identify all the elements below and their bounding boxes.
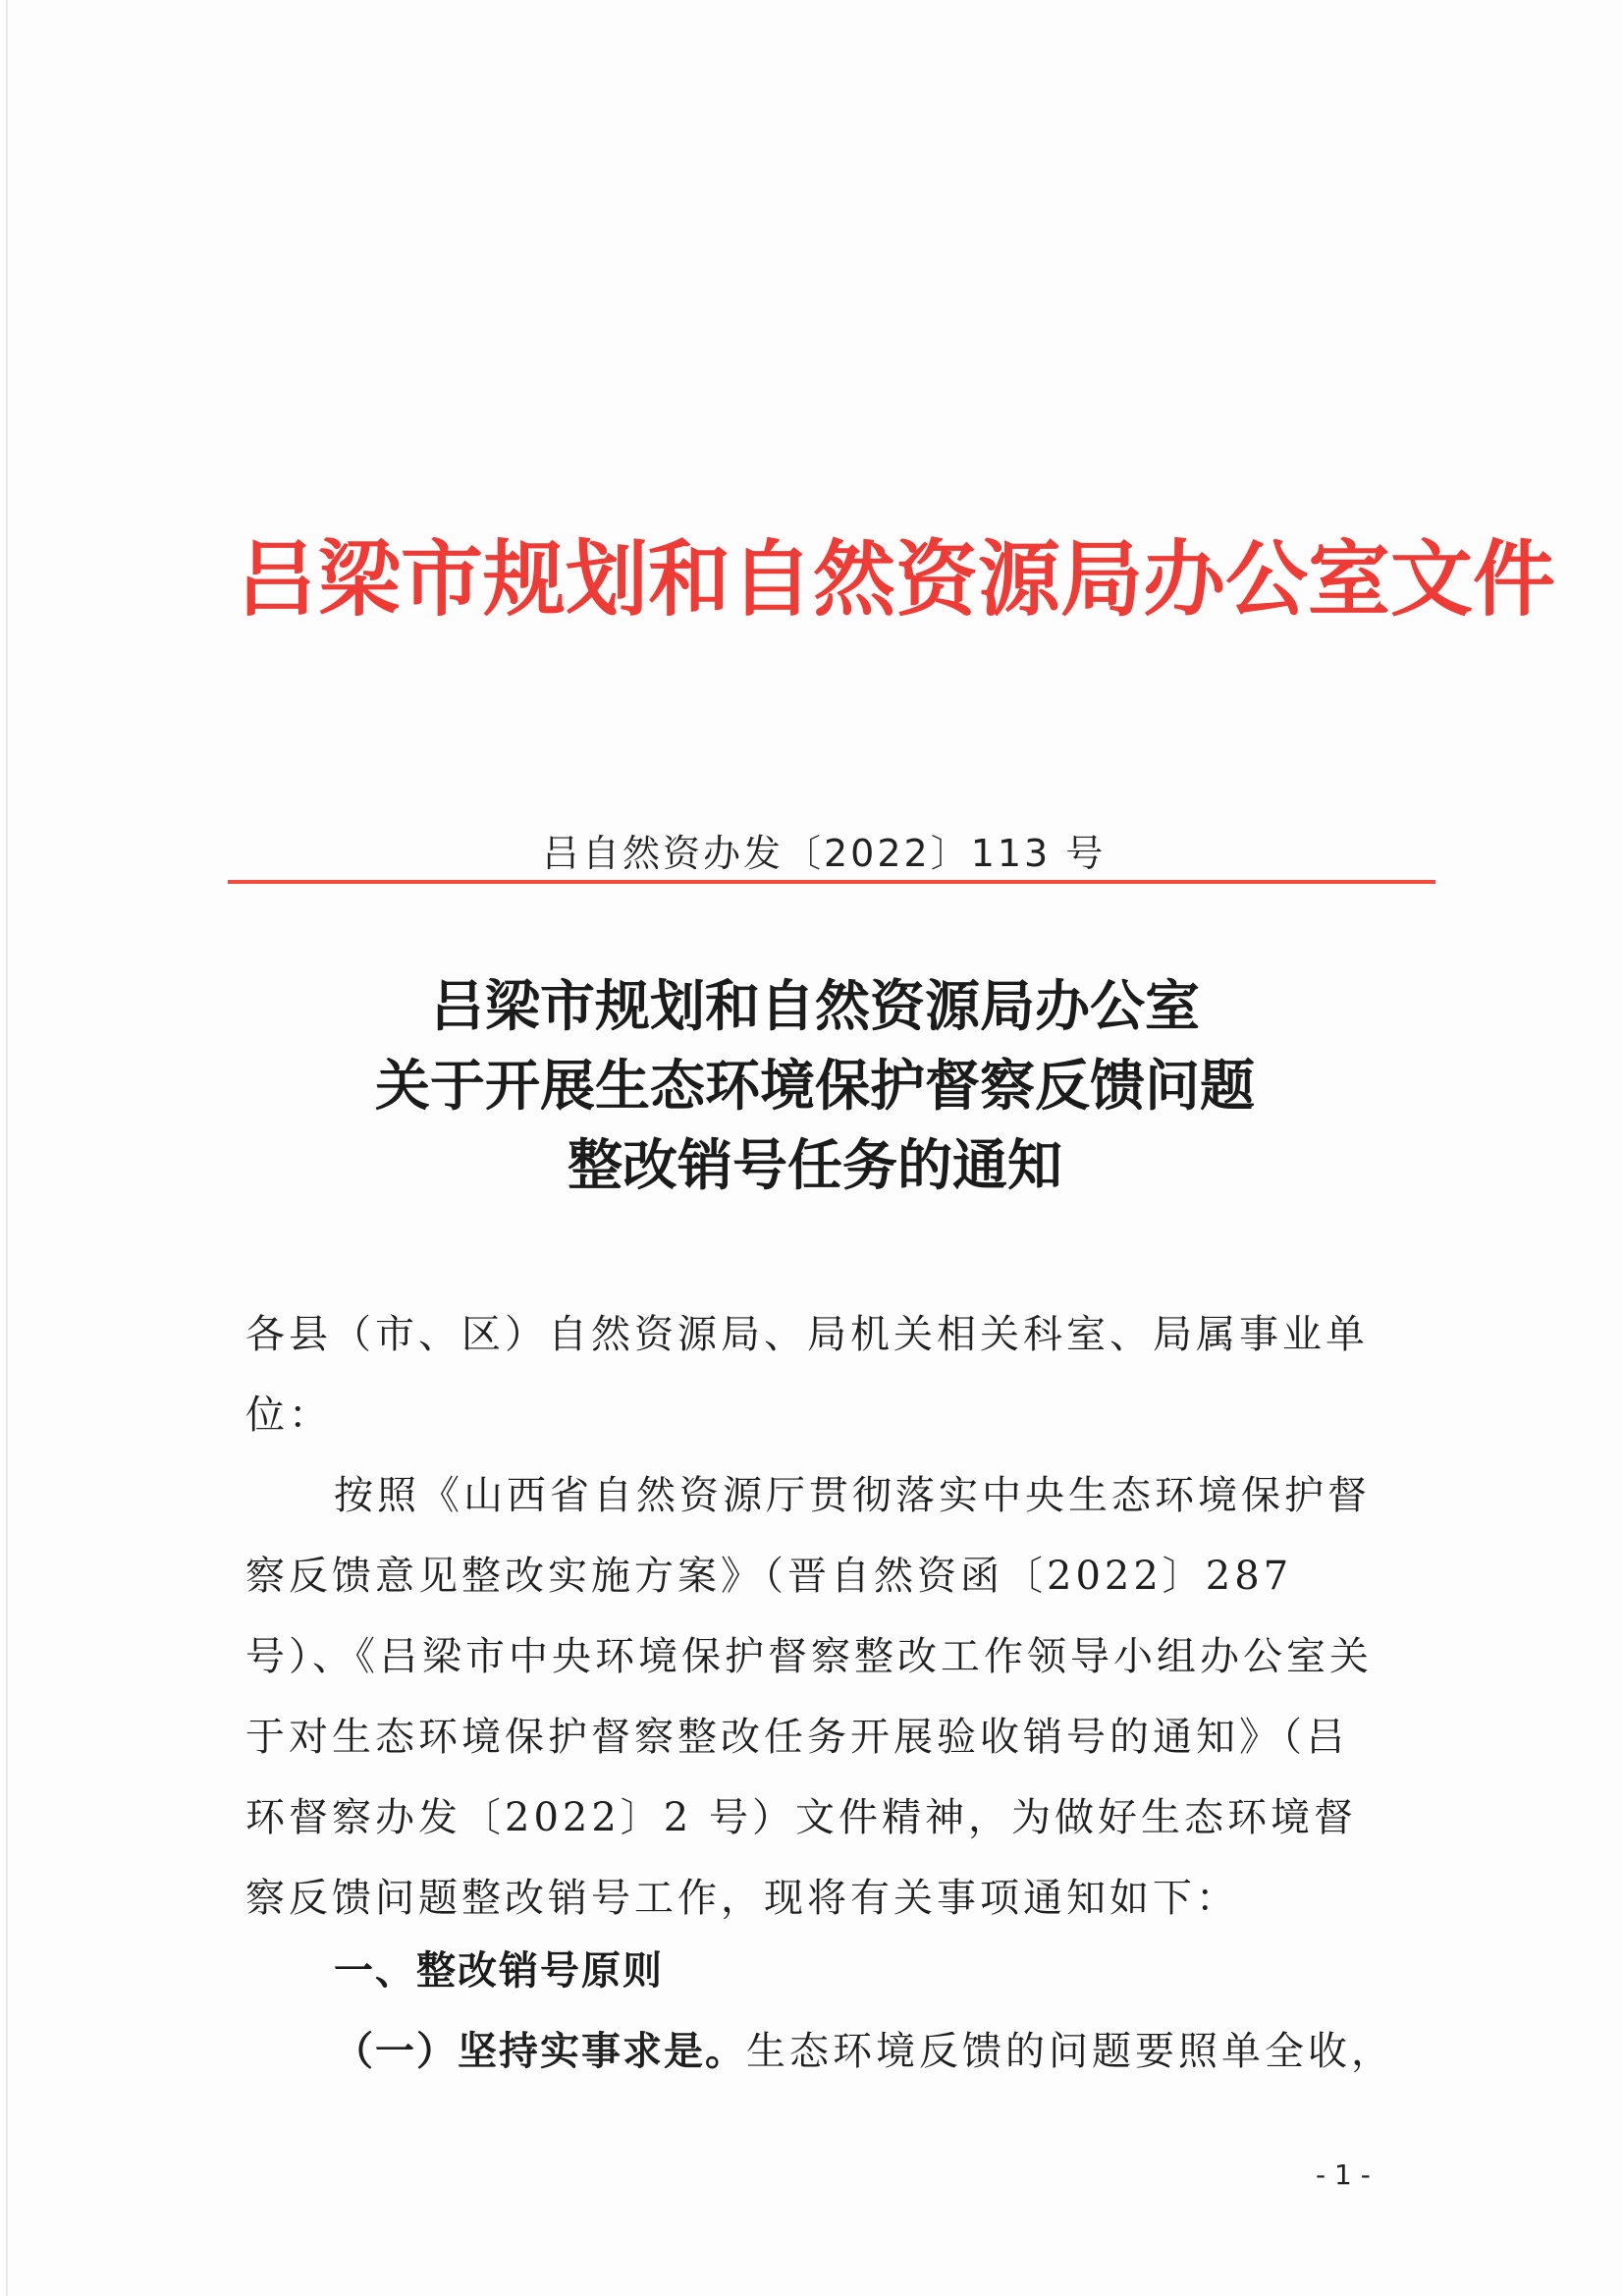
item-1-lead: （一）坚持实事求是。 bbox=[334, 2029, 746, 2074]
page-number: - 1 - bbox=[1316, 2159, 1371, 2191]
document-title bbox=[196, 967, 1434, 1206]
page-edge bbox=[6, 0, 8, 2296]
salutation: 各县（市、区）自然资源局、局机关相关科室、局属事业单位： bbox=[245, 1312, 1369, 1438]
paragraph-1: 按照《山西省自然资源厅贯彻落实中央生态环境保护督察反馈意见整改实施方案》（晋自然资函〔2022〕287 号）、《吕梁市中央环境保护督察整改工作领导小组办公室关于对生态环境保护督察整改任务开展验收销号的通知》（吕环督察办发〔2022〕2 号）文件精神，为做好生态环境督察反馈问题整改销号工作，现将有关事项通知如下： bbox=[245, 1473, 1373, 1921]
title-line-2: 关于开展生态环境保护督察反馈问题 bbox=[375, 1054, 1255, 1119]
title-line-1: 吕梁市规划和自然资源局办公室 bbox=[430, 974, 1200, 1039]
red-divider-line bbox=[228, 880, 1435, 884]
document-number: 吕自然资办发〔2022〕113 号 bbox=[542, 832, 1107, 875]
item-1-text: 生态环境反馈的问题要照单全收， bbox=[746, 2029, 1394, 2074]
section-1-item-1 bbox=[334, 2011, 1394, 2092]
masthead-title: 吕梁市规划和自然资源局办公室文件 bbox=[236, 530, 1556, 628]
section-1-heading: 一、整改销号原则 bbox=[334, 1948, 664, 1994]
title-line-3: 整改销号任务的通知 bbox=[568, 1133, 1062, 1198]
